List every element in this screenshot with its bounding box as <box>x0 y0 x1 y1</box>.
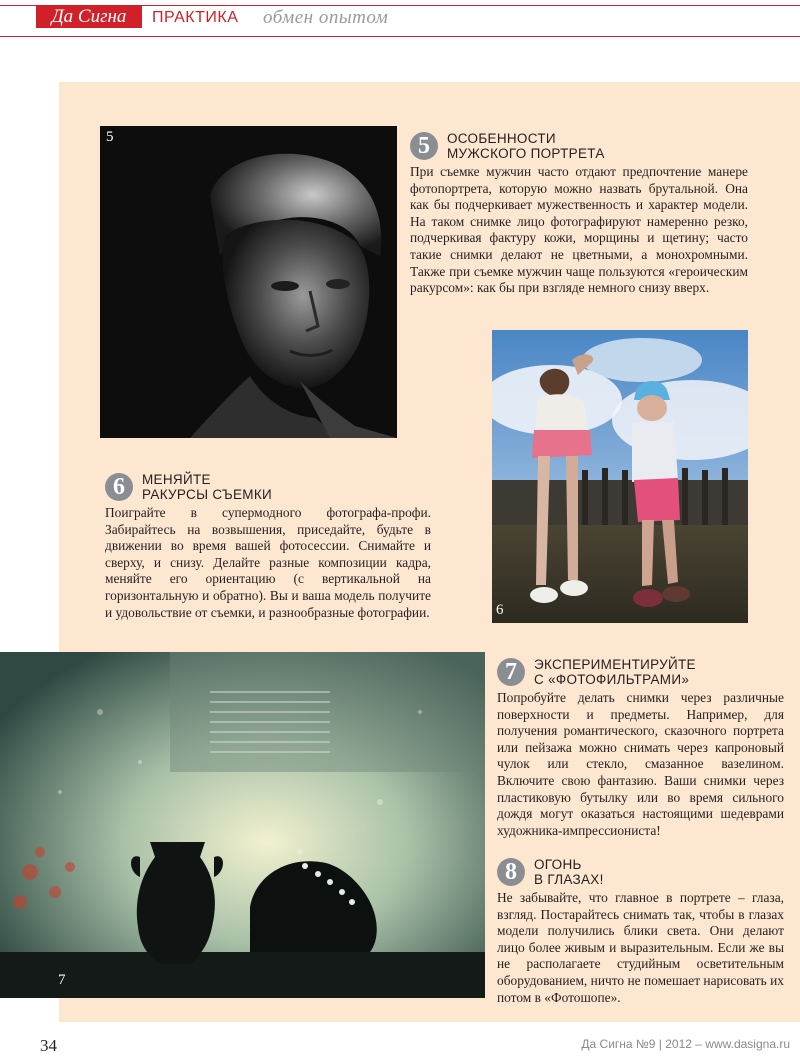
section-number-badge: 8 <box>497 858 525 886</box>
section-title: ЭКСПЕРИМЕНТИРУЙТЕ С «ФОТОФИЛЬТРАМИ» <box>534 657 696 687</box>
section-number-badge: 6 <box>105 473 133 501</box>
section-8 <box>497 857 784 1006</box>
photo-children-low-angle <box>492 330 748 623</box>
section-body: Попробуйте делать снимки через различные поверхности и предметы. Например, для получения романтического, сказочного портрета или пейзажа можно снимать через капроновый чулок или стекло, смазанное вазелином. Включите свою фантазию. Ваши снимки через пластиковую бутылку или во время сильного дождя могут оказаться настоящими шедеврами художника-импрессиониста! <box>497 690 784 838</box>
photo-male-portrait <box>100 126 397 438</box>
header-subsection: обмен опытом <box>263 7 389 28</box>
section-body: При съемке мужчин часто отдают предпочтение манере фотопортрета, которую можно назвать брутальной. Она как бы подчеркивает мужественность и характер модели. На таком снимке лицо фотографируют намеренно резко, подчеркивая фактуру кожи, морщины и щетину; часто такие снимки делают не цветными, а монохромными. Также при съемке мужчин чаще пользуются «героическим ракурсом»: как бы при взгляде немного снизу вверх. <box>410 164 748 296</box>
section-title: ОСОБЕННОСТИ МУЖСКОГО ПОРТРЕТА <box>447 131 605 161</box>
header-section: ПРАКТИКА <box>152 9 239 26</box>
section-body: Не забывайте, что главное в портрете – глаза, взгляд. Постарайтесь снимать так, чтобы в глазах модели получились блики света. Они делают лицо более живым и выразительным. Если же вы не располагаете студийным осветительным оборудованием, ничто не помешает нарисовать их потом в «Фотошопе». <box>497 890 784 1005</box>
section-body: Поиграйте в супермодного фотографа-профи. Забирайтесь на возвышения, приседайте, будьте в движении во время вашей фотосессии. Снимайте и сверху, и снизу. Делайте разные композиции кадра, меняйте его ориентацию (с вертикальной на горизонтальную и обратно). Вы и ваша модель получите и удовольствие от съемки, и разнообразные фотографии. <box>105 505 431 620</box>
section-title: ОГОНЬ В ГЛАЗАХ! <box>534 857 604 887</box>
section-5 <box>410 131 748 297</box>
page-number: 34 <box>40 1036 57 1055</box>
photo-number: 7 <box>58 972 66 988</box>
photo-number: 5 <box>106 129 114 145</box>
photo-number: 6 <box>496 602 504 618</box>
section-6 <box>105 472 431 621</box>
section-number-badge: 7 <box>497 658 525 686</box>
section-7 <box>497 657 784 839</box>
portrait-illustration <box>100 126 397 438</box>
footer-credit: Да Сигна №9 | 2012 – www.dasigna.ru <box>581 1037 790 1051</box>
header-rule-bottom <box>0 36 800 37</box>
rain-window-illustration <box>0 652 485 998</box>
section-number-badge: 5 <box>410 132 438 160</box>
children-illustration <box>492 330 748 623</box>
section-title: МЕНЯЙТЕ РАКУРСЫ СЪЕМКИ <box>142 472 272 502</box>
photo-rain-window-filter <box>0 652 485 998</box>
magazine-logo: Да Сигна <box>36 6 142 28</box>
